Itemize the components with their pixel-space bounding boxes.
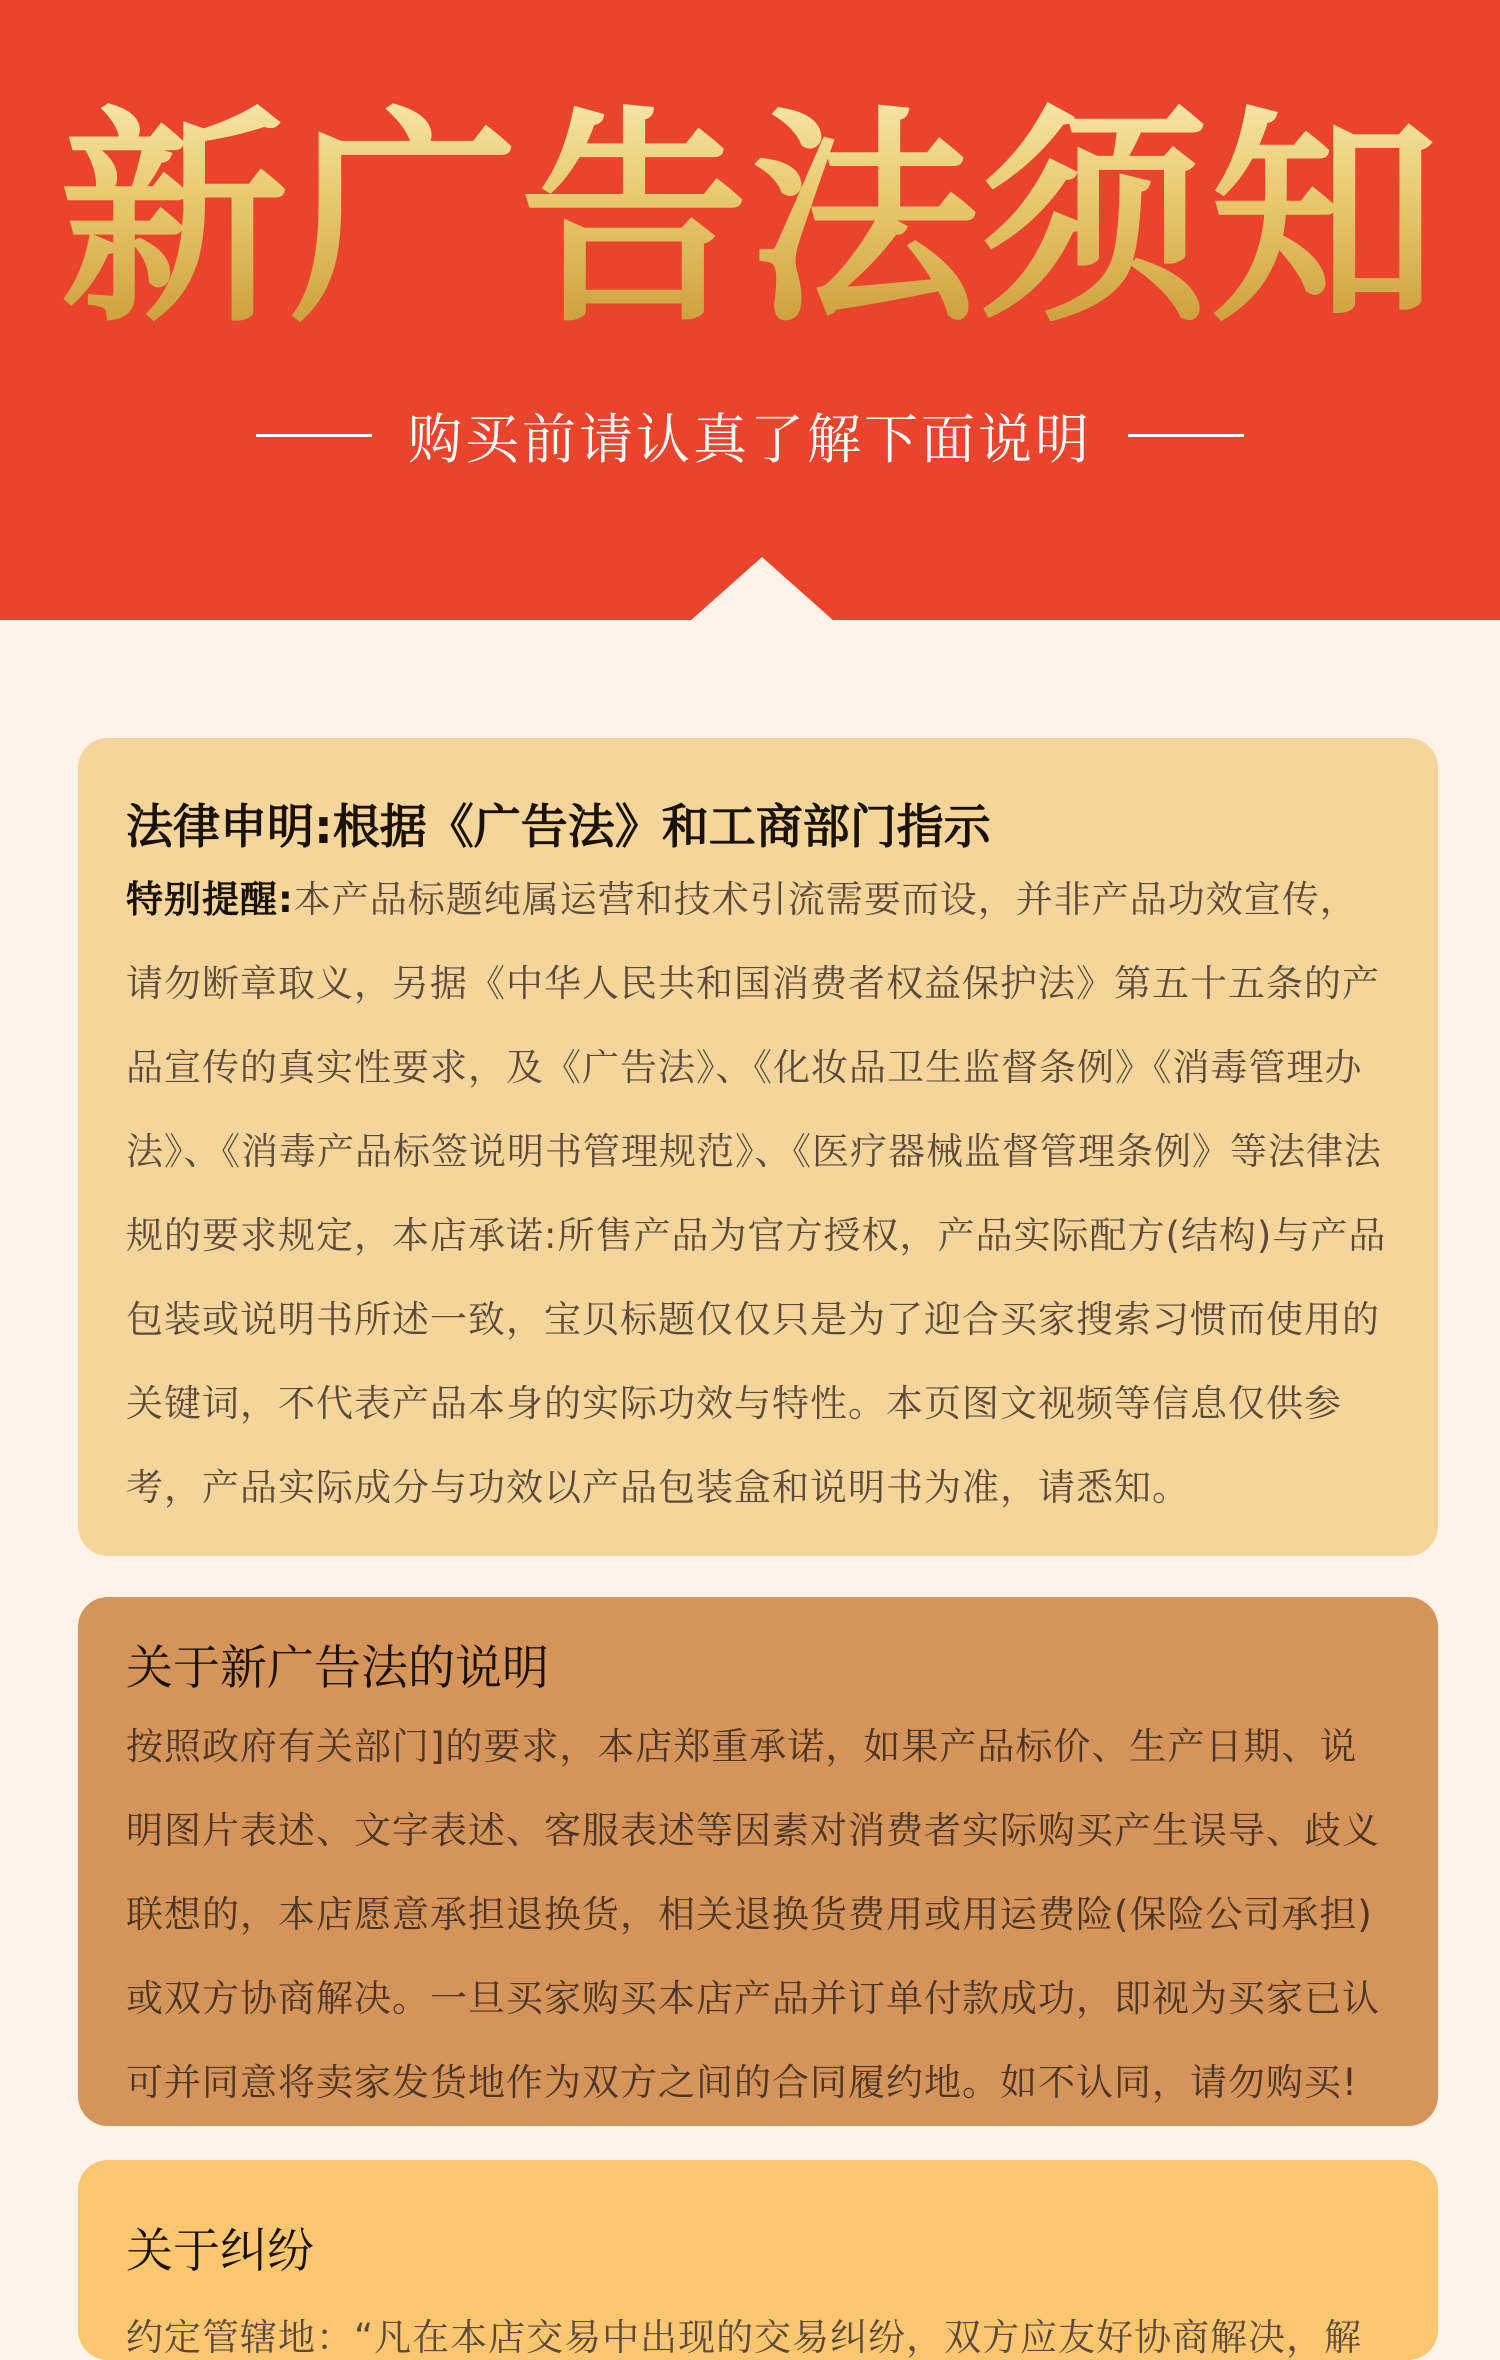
- header-notch: [690, 557, 834, 621]
- dispute-body: 约定管辖地：“凡在本店交易中出现的交易纠纷，双方应友好协商解决，解: [126, 2316, 1363, 2359]
- ad-law-explanation-body: 按照政府有关部门]的要求，本店郑重承诺，如果产品标价、生产日期、说明图片表述、文字表述、客服表述等因素对消费者实际购买产生误导、歧义联想的，本店愿意承担退换货，相关退换货费用或用运费险(保险公司承担)或双方协商解决。一旦买家购买本店产品并订单付款成功，即视为买家已认可并同意将卖家发货地作为双方之间的合同履约地。如不认同，请勿购买!: [126, 1725, 1380, 2104]
- special-reminder-label: 特别提醒:: [126, 878, 294, 921]
- dispute-title: 关于纠纷: [126, 2224, 314, 2279]
- legal-statement-body: [126, 858, 1390, 1530]
- legal-statement-card: [78, 738, 1438, 1556]
- page-subtitle: 购买前请认真了解下面说明: [408, 407, 1092, 471]
- header-banner: [0, 0, 1500, 620]
- ad-law-explanation-card: [78, 1597, 1438, 2126]
- subtitle-left-divider: [256, 434, 372, 437]
- dispute-card: [78, 2160, 1438, 2360]
- subtitle-row: [0, 400, 1500, 470]
- page-title: 新广告法须知: [0, 95, 1500, 345]
- legal-statement-title: 法律申明:根据《广告法》和工商部门指示: [126, 800, 991, 855]
- subtitle-right-divider: [1128, 434, 1244, 437]
- legal-statement-text: 本产品标题纯属运营和技术引流需要而设，并非产品功效宣传，请勿断章取义，另据《中华人民共和国消费者权益保护法》第五十五条的产品宣传的真实性要求，及《广告法》、《化妆品卫生监督条例》《消毒管理办法》、《消毒产品标签说明书管理规范》、《医疗器械监督管理条例》等法律法规的要求规定，本店承诺:所售产品为官方授权，产品实际配方(结构)与产品包装或说明书所述一致，宝贝标题仅仅只是为了迎合买家搜索习惯而使用的关键词，不代表产品本身的实际功效与特性。本页图文视频等信息仅供参考，产品实际成分与功效以产品包装盒和说明书为准，请悉知。: [126, 878, 1387, 1509]
- ad-law-explanation-title: 关于新广告法的说明: [126, 1641, 549, 1696]
